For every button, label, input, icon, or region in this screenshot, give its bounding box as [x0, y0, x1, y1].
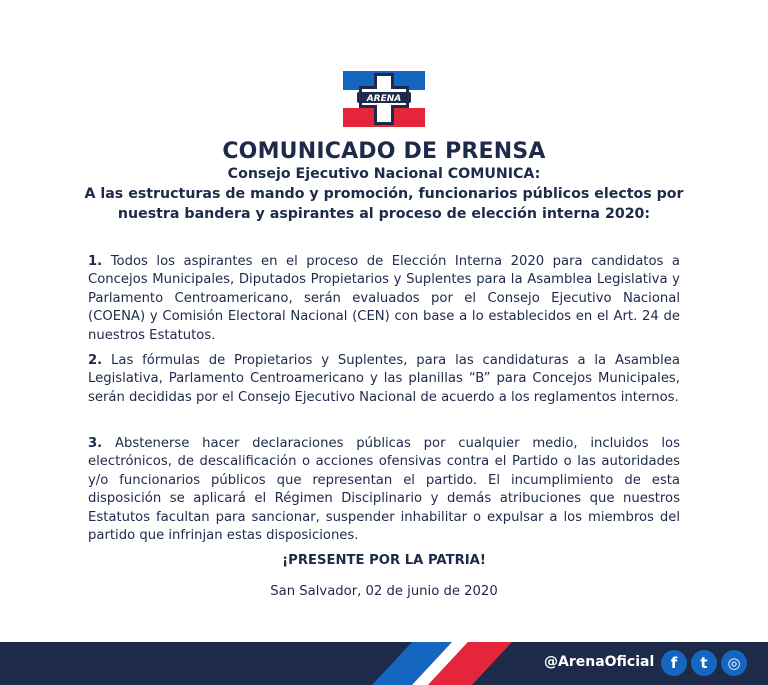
subtitle-line-3: nuestra bandera y aspirantes al proceso de elección interna 2020:	[117, 206, 651, 222]
point-1	[88, 253, 680, 345]
point-2	[88, 352, 680, 407]
subtitle-line-1: Consejo Ejecutivo Nacional COMUNICA:	[227, 166, 541, 182]
facebook-icon[interactable]: f	[661, 650, 687, 676]
dateline: San Salvador, 02 de junio de 2020	[270, 584, 498, 599]
page-title: COMUNICADO DE PRENSA	[222, 139, 546, 164]
instagram-icon[interactable]: ◎	[721, 650, 747, 676]
point-3-number: 3.	[88, 436, 103, 451]
point-2-number: 2.	[88, 353, 103, 368]
point-1-number: 1.	[88, 254, 103, 269]
point-1-text: Todos los aspirantes en el proceso de Elección Interna 2020 para candidatos a Concejos Municipales, Diputados Propietarios y Suplentes para la Asamblea Legislativa y Parlamento Centroamericano, serán evaluados por el Consejo Ejecutivo Nacional (COENA) y Comisión Electoral Nacional (CEN) con base a lo establecidos en el Art. 24 de nuestros Estatutos.	[88, 254, 680, 343]
logo-text: ARENA	[366, 94, 402, 104]
slogan: ¡PRESENTE POR LA PATRIA!	[282, 553, 486, 568]
point-3	[88, 435, 680, 545]
point-2-text: Las fórmulas de Propietarios y Suplentes, para las candidaturas a la Asamblea Legislativa, Parlamento Centroamericano y las planillas “B” para Concejos Municipales, serán decididas por el Consejo Ejecutivo Nacional de acuerdo a los reglamentos internos.	[88, 353, 680, 405]
social-handle[interactable]: @ArenaOficial	[544, 654, 655, 670]
point-3-text: Abstenerse hacer declaraciones públicas por cualquier medio, incluidos los electrónicos, de descalificación o acciones ofensivas contra el Partido o las autoridades y/o funcionarios públicos que representan el partido. El incumplimiento de esta disposición se aplicará el Régimen Disciplinario y demás atribuciones que nuestros Estatutos facultan para sancionar, suspender inhabilitar o expulsar a los miembros del partido que infrinjan estas disposiciones.	[88, 436, 680, 544]
twitter-icon[interactable]: t	[691, 650, 717, 676]
subtitle-line-2: A las estructuras de mando y promoción, funcionarios públicos electos por	[84, 186, 684, 202]
arena-logo	[343, 71, 425, 127]
